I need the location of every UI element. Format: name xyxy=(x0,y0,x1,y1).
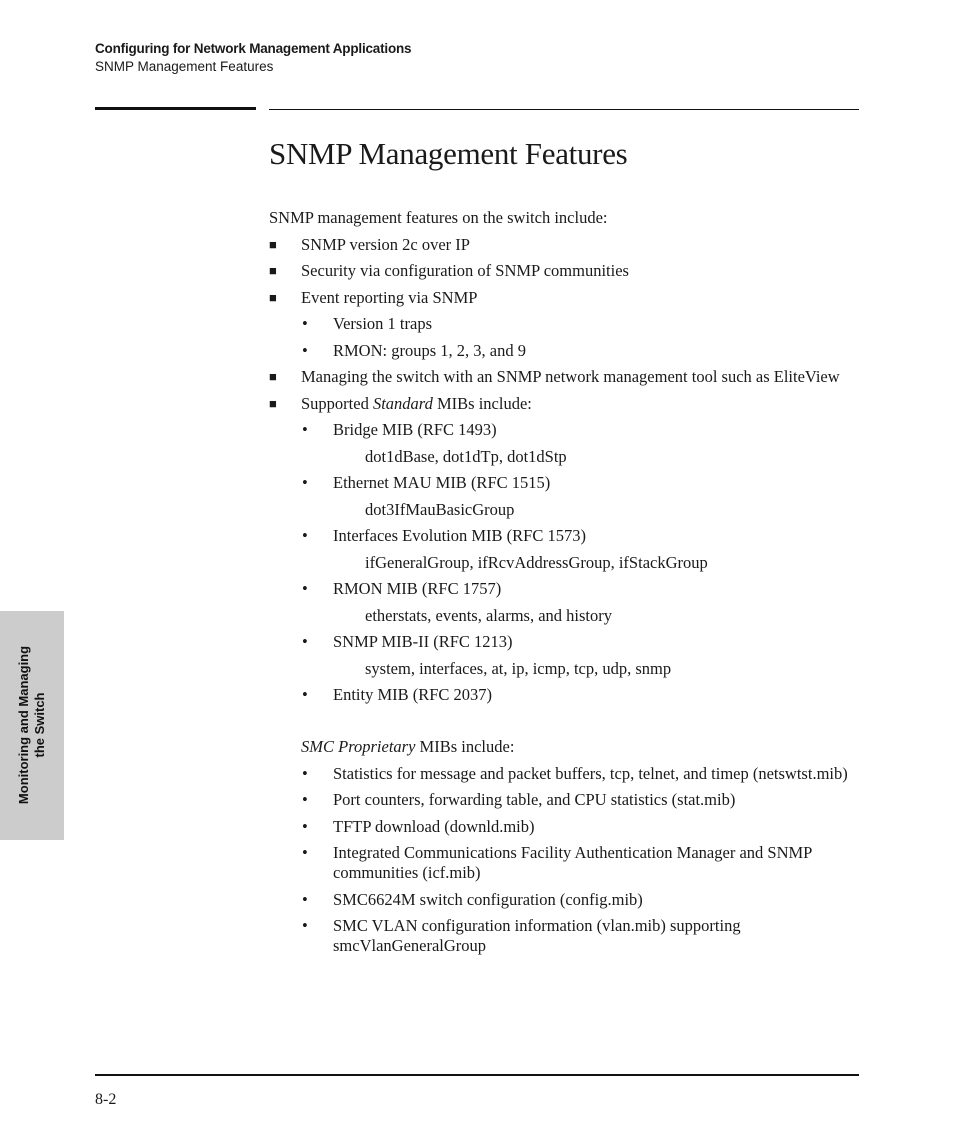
proprietary-item xyxy=(269,916,859,956)
dot-bullet-icon: • xyxy=(302,763,308,783)
square-bullet-icon: ■ xyxy=(269,263,277,278)
proprietary-item-text: Port counters, forwarding table, and CPU statistics (stat.mib) xyxy=(333,790,736,809)
dot-bullet-icon: • xyxy=(302,889,308,909)
mib-detail: dot1dBase, dot1dTp, dot1dStp xyxy=(365,446,567,466)
bullet-text: Security via configuration of SNMP communities xyxy=(301,261,629,280)
dot-bullet-icon: • xyxy=(302,916,308,935)
mib-name: SNMP MIB-II (RFC 1213) xyxy=(333,632,513,651)
dot-bullet-icon: • xyxy=(302,579,308,598)
proprietary-item xyxy=(269,764,859,784)
square-bullet-icon: ■ xyxy=(269,369,277,384)
square-bullet-icon: ■ xyxy=(269,289,277,305)
header-rule-thin xyxy=(269,109,859,110)
section-body xyxy=(269,208,859,956)
mib-item xyxy=(269,632,859,652)
square-bullet-icon: ■ xyxy=(269,236,277,252)
proprietary-item-text: SMC VLAN configuration information (vlan.mib) supporting smcVlanGeneralGroup xyxy=(333,916,741,955)
proprietary-emphasis: SMC Proprietary xyxy=(301,737,416,756)
page-number: 8-2 xyxy=(95,1091,117,1108)
dot-bullet-icon: • xyxy=(302,843,308,862)
mib-item xyxy=(269,473,859,493)
proprietary-intro-text: MIBs include: xyxy=(415,737,515,756)
footer-rule xyxy=(95,1074,859,1076)
mib-name: Entity MIB (RFC 2037) xyxy=(333,685,493,704)
dot-bullet-icon: • xyxy=(302,790,308,809)
proprietary-item xyxy=(269,817,859,837)
bullet-item xyxy=(269,288,859,308)
mib-item xyxy=(269,420,859,440)
bullet-text-post: MIBs include: xyxy=(432,393,532,413)
mib-detail: ifGeneralGroup, ifRcvAddressGroup, ifStackGroup xyxy=(365,552,708,572)
mib-name: Ethernet MAU MIB (RFC 1515) xyxy=(333,473,551,492)
side-tab-line-2: the Switch xyxy=(32,692,47,758)
sub-bullet-text: RMON: groups 1, 2, 3, and 9 xyxy=(333,340,526,360)
proprietary-item-text: TFTP download (downld.mib) xyxy=(333,816,535,836)
mib-name: RMON MIB (RFC 1757) xyxy=(333,579,502,598)
proprietary-intro xyxy=(269,737,859,757)
bullet-item xyxy=(269,235,859,255)
mib-item xyxy=(269,579,859,599)
bullet-item xyxy=(269,261,859,281)
dot-bullet-icon: • xyxy=(302,314,308,333)
side-tab-label xyxy=(16,646,48,804)
proprietary-item xyxy=(269,843,859,883)
proprietary-item xyxy=(269,890,859,910)
running-header-section: SNMP Management Features xyxy=(95,59,274,74)
bullet-text: Managing the switch with an SNMP network management tool such as EliteView xyxy=(301,367,840,386)
bullet-text-pre: Supported xyxy=(301,393,373,413)
mib-item xyxy=(269,685,859,705)
bullet-item xyxy=(269,394,859,414)
mib-detail: etherstats, events, alarms, and history xyxy=(365,605,612,625)
dot-bullet-icon: • xyxy=(302,526,308,545)
sub-bullet-item xyxy=(269,314,859,334)
dot-bullet-icon: • xyxy=(302,685,308,704)
bullet-text-emphasis: Standard xyxy=(372,393,433,413)
section-title: SNMP Management Features xyxy=(269,136,628,171)
proprietary-item-text: SMC6624M switch configuration (config.mib) xyxy=(333,889,643,909)
bullet-text: SNMP version 2c over IP xyxy=(301,234,470,254)
sub-bullet-item xyxy=(269,341,859,361)
dot-bullet-icon: • xyxy=(302,816,308,836)
mib-name: Interfaces Evolution MIB (RFC 1573) xyxy=(333,526,586,545)
sub-bullet-text: Version 1 traps xyxy=(333,314,432,333)
dot-bullet-icon: • xyxy=(302,420,308,439)
dot-bullet-icon: • xyxy=(302,473,308,492)
running-header-chapter: Configuring for Network Management Applications xyxy=(95,41,412,56)
side-tab-line-1: Monitoring and Managing xyxy=(16,645,31,805)
proprietary-item-text: Statistics for message and packet buffers, tcp, telnet, and timep (netswtst.mib) xyxy=(333,763,848,783)
square-bullet-icon: ■ xyxy=(269,395,277,411)
mib-detail: system, interfaces, at, ip, icmp, tcp, udp, snmp xyxy=(365,658,672,678)
mib-detail: dot3IfMauBasicGroup xyxy=(365,499,515,519)
mib-item xyxy=(269,526,859,546)
dot-bullet-icon: • xyxy=(302,340,308,360)
bullet-item xyxy=(269,367,859,387)
header-rule-thick xyxy=(95,107,256,110)
dot-bullet-icon: • xyxy=(302,632,308,651)
mib-name: Bridge MIB (RFC 1493) xyxy=(333,420,497,439)
proprietary-item xyxy=(269,790,859,810)
bullet-text: Event reporting via SNMP xyxy=(301,287,478,307)
proprietary-item-text: Integrated Communications Facility Authentication Manager and SNMP communities (icf.mib) xyxy=(333,843,812,882)
intro-paragraph: SNMP management features on the switch include: xyxy=(269,208,608,227)
